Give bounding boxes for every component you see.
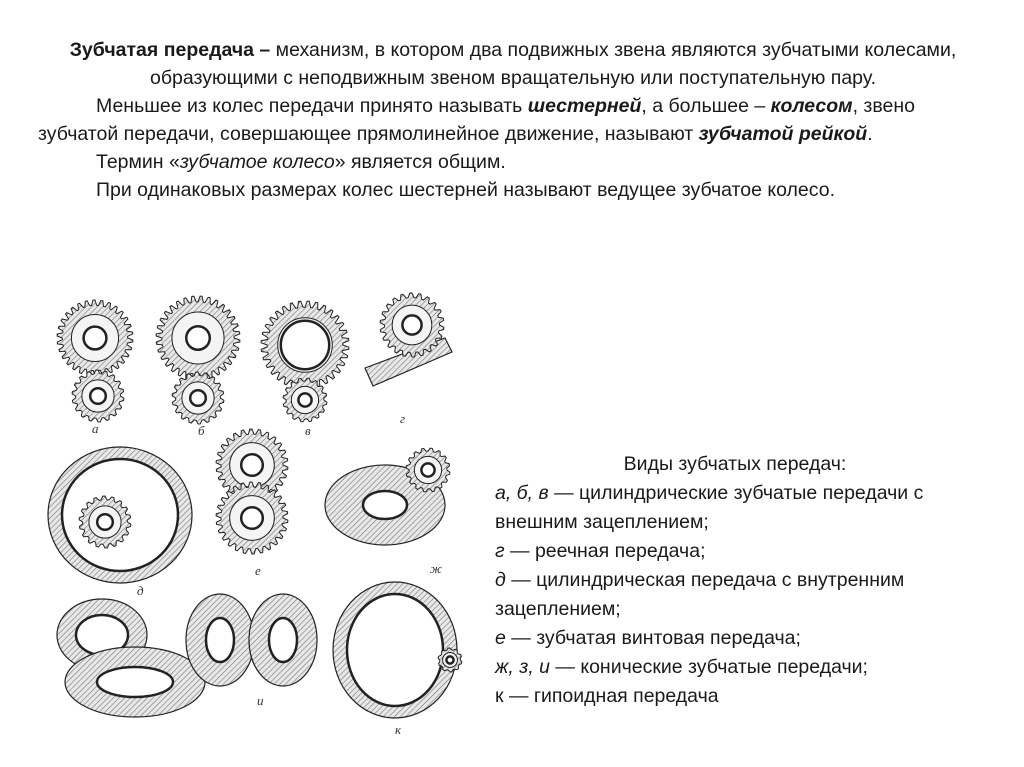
definition-text: механизм, в котором два подвижных звена являются зубчатыми колесами, образующими с неподвижным звеном вращательную или поступательную пару. [149, 39, 957, 89]
gear-i-left [186, 594, 254, 686]
caption-item-1 [495, 537, 975, 566]
gear-i-right [249, 594, 317, 686]
gear-b-small [172, 372, 224, 424]
pinion-text-3: , звено зубчатой передачи, совершающее прямолинейное движение, называют [38, 95, 915, 145]
caption-item-2 [495, 566, 975, 624]
definition-paragraph [38, 36, 988, 92]
term-wheel: колесом [770, 95, 853, 117]
figure-label-g: г [400, 411, 406, 426]
gear-e-bottom [216, 482, 288, 554]
pinion-text-1: Меньшее из колес передачи принято называть [96, 95, 528, 117]
gear-a-large [57, 300, 133, 376]
caption-item-3 [495, 624, 975, 653]
caption-key-3: е [495, 627, 506, 649]
gear-a-small [72, 370, 124, 422]
caption-key-0: а, б, в [495, 482, 549, 504]
caption-key-4: ж, з, и [495, 656, 550, 678]
caption-text-0: — цилиндрические зубчатые передачи с внешним зацеплением; [495, 482, 924, 533]
pinion-text-4: . [867, 123, 873, 145]
gear-v-large [261, 301, 349, 389]
gear-z-bevel-2 [65, 647, 205, 717]
caption-text-3: — зубчатая винтовая передача; [505, 627, 801, 649]
figure-label-zh: ж [430, 561, 443, 576]
gear-v-small [283, 378, 327, 422]
caption-item-4 [495, 653, 975, 682]
figure-label-k: к [395, 722, 402, 737]
caption-item-5 [495, 682, 975, 711]
figure-label-i: и [257, 693, 264, 708]
caption-text-4: — конические зубчатые передачи; [550, 656, 868, 678]
figure-label-a: а [92, 421, 99, 436]
figure-label-e: е [255, 563, 261, 578]
gear-b-large [156, 296, 240, 380]
gear-types-figure [40, 290, 470, 760]
gear-illustrations [40, 290, 470, 760]
term-text-2: » является общим. [334, 151, 506, 173]
caption-text-5: к — гипоидная передача [495, 685, 719, 707]
pinion-paragraph [38, 92, 988, 148]
figure-label-b: б [198, 423, 205, 438]
driving-gear-paragraph: При одинаковых размерах колес шестерней называют ведущее зубчатое колесо. [96, 179, 835, 201]
caption-title: Виды зубчатых передач: [623, 453, 847, 475]
caption-item-0 [495, 479, 975, 537]
figure-label-d: д [137, 583, 144, 598]
caption-key-1: г [495, 540, 505, 562]
intro-text [38, 36, 988, 204]
definition-term: Зубчатая передача – [69, 39, 271, 61]
term-rack: зубчатой рейкой [698, 123, 868, 145]
pinion-text-2: , а большее – [641, 95, 771, 117]
term-pinion: шестерней [527, 95, 642, 117]
term-text-1: Термин « [96, 151, 180, 173]
caption-key-2: д [495, 569, 506, 591]
gear-types-caption [495, 450, 975, 711]
term-paragraph [38, 148, 988, 176]
term-gear-wheel: зубчатое колесо [179, 151, 335, 173]
figure-label-v: в [305, 423, 311, 438]
gear-k-hypoid [333, 582, 457, 718]
caption-text-1: — реечная передача; [504, 540, 706, 562]
caption-text-2: — цилиндрическая передача с внутренним зацеплением; [495, 569, 905, 620]
